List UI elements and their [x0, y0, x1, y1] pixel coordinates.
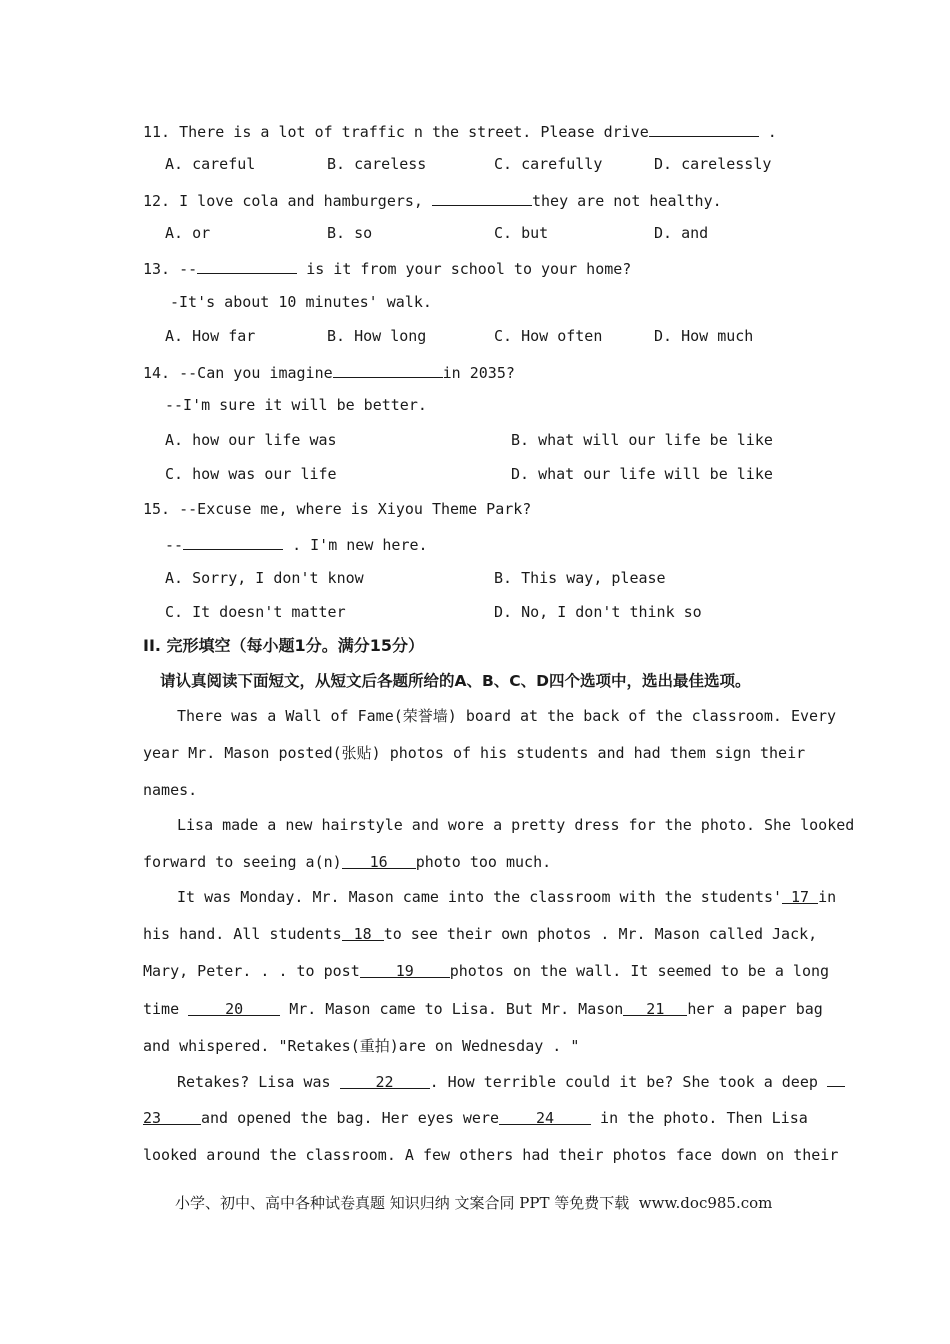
cloze-blank-24: 24 — [499, 1108, 591, 1125]
answer-blank — [197, 257, 297, 274]
option-d: D. what our life will be like — [511, 465, 773, 483]
cloze-blank-23: 23 — [143, 1108, 201, 1125]
option-b: B. what will our life be like — [511, 431, 773, 449]
option-c: C. how was our life — [165, 465, 337, 483]
option-c: C. How often — [494, 327, 603, 345]
cloze-blank-22: 22 — [340, 1072, 430, 1089]
option-b: B. careless — [327, 155, 427, 173]
page-footer: 小学、初中、高中各种试卷真题 知识归纳 文案合同 PPT 等免费下载 www.doc985.com — [175, 1194, 773, 1212]
option-b: B. so — [327, 224, 373, 242]
option-a: A. how our life was — [165, 431, 337, 449]
option-a: A. careful — [165, 155, 256, 173]
option-b: B. This way, please — [494, 569, 666, 587]
question-13-reply: -It's about 10 minutes' walk. — [170, 293, 432, 311]
option-a: A. Sorry, I don't know — [165, 569, 364, 587]
option-c: C. It doesn't matter — [165, 603, 346, 621]
passage-line: There was a Wall of Fame(荣誉墙) board at the back of the classroom. Every — [177, 707, 837, 725]
option-c: C. carefully — [494, 155, 603, 173]
passage-line: forward to seeing a(n) 16 photo too much. — [143, 853, 552, 871]
option-b: B. How long — [327, 327, 427, 345]
question-13-stem: 13. -- is it from your school to your home? — [143, 257, 631, 279]
passage-line: Mary, Peter. . . to post 19 photos on the wall. It seemed to be a long — [143, 962, 830, 980]
cloze-blank-21: 21 — [623, 999, 687, 1016]
cloze-blank-19: 19 — [360, 961, 450, 978]
option-a: A. How far — [165, 327, 256, 345]
passage-line: looked around the classroom. A few others had their photos face down on their — [143, 1146, 839, 1164]
option-d: D. No, I don't think so — [494, 603, 702, 621]
passage-line: year Mr. Mason posted(张贴) photos of his students and had them sign their — [143, 744, 806, 762]
passage-line: his hand. All students 18 to see their own photos . Mr. Mason called Jack, — [143, 925, 818, 943]
section-title: II. 完形填空（每小题1分。满分15分） — [143, 636, 424, 655]
question-12-stem: 12. I love cola and hamburgers, they are not healthy. — [143, 189, 722, 211]
cloze-blank-23-start — [827, 1070, 845, 1087]
passage-line: Lisa made a new hairstyle and wore a pretty dress for the photo. She looked — [177, 816, 855, 834]
cloze-blank-16: 16 — [342, 852, 416, 869]
passage-line: time 20 Mr. Mason came to Lisa. But Mr. Mason 21 her a paper bag — [143, 1000, 823, 1018]
question-14-stem: 14. --Can you imagine in 2035? — [143, 361, 515, 383]
option-c: C. but — [494, 224, 549, 242]
section-instruction: 请认真阅读下面短文，从短文后各题所给的A、B、C、D四个选项中，选出最佳选项。 — [160, 672, 751, 690]
answer-blank — [333, 361, 443, 378]
question-15-stem: 15. --Excuse me, where is Xiyou Theme Park? — [143, 500, 532, 518]
question-11-stem: 11. There is a lot of traffic n the street. Please drive . — [143, 120, 777, 142]
option-d: D. carelessly — [654, 155, 772, 173]
answer-blank — [649, 120, 759, 137]
question-14-reply: --I'm sure it will be better. — [165, 396, 427, 414]
cloze-blank-17: 17 — [782, 887, 818, 904]
answer-blank — [183, 533, 283, 550]
passage-line: It was Monday. Mr. Mason came into the classroom with the students' 17 in — [177, 888, 837, 906]
option-a: A. or — [165, 224, 211, 242]
answer-blank — [432, 189, 532, 206]
option-d: D. How much — [654, 327, 754, 345]
cloze-blank-18: 18 — [342, 924, 384, 941]
passage-line: 23 and opened the bag. Her eyes were 24 in the photo. Then Lisa — [143, 1109, 808, 1127]
passage-line: names. — [143, 781, 198, 799]
passage-line: and whispered. "Retakes(重拍)are on Wednesday . " — [143, 1037, 580, 1055]
question-15-reply: -- . I'm new here. — [165, 533, 428, 555]
cloze-blank-20: 20 — [188, 999, 280, 1016]
passage-line: Retakes? Lisa was 22 . How terrible could it be? She took a deep — [177, 1070, 845, 1092]
option-d: D. and — [654, 224, 709, 242]
